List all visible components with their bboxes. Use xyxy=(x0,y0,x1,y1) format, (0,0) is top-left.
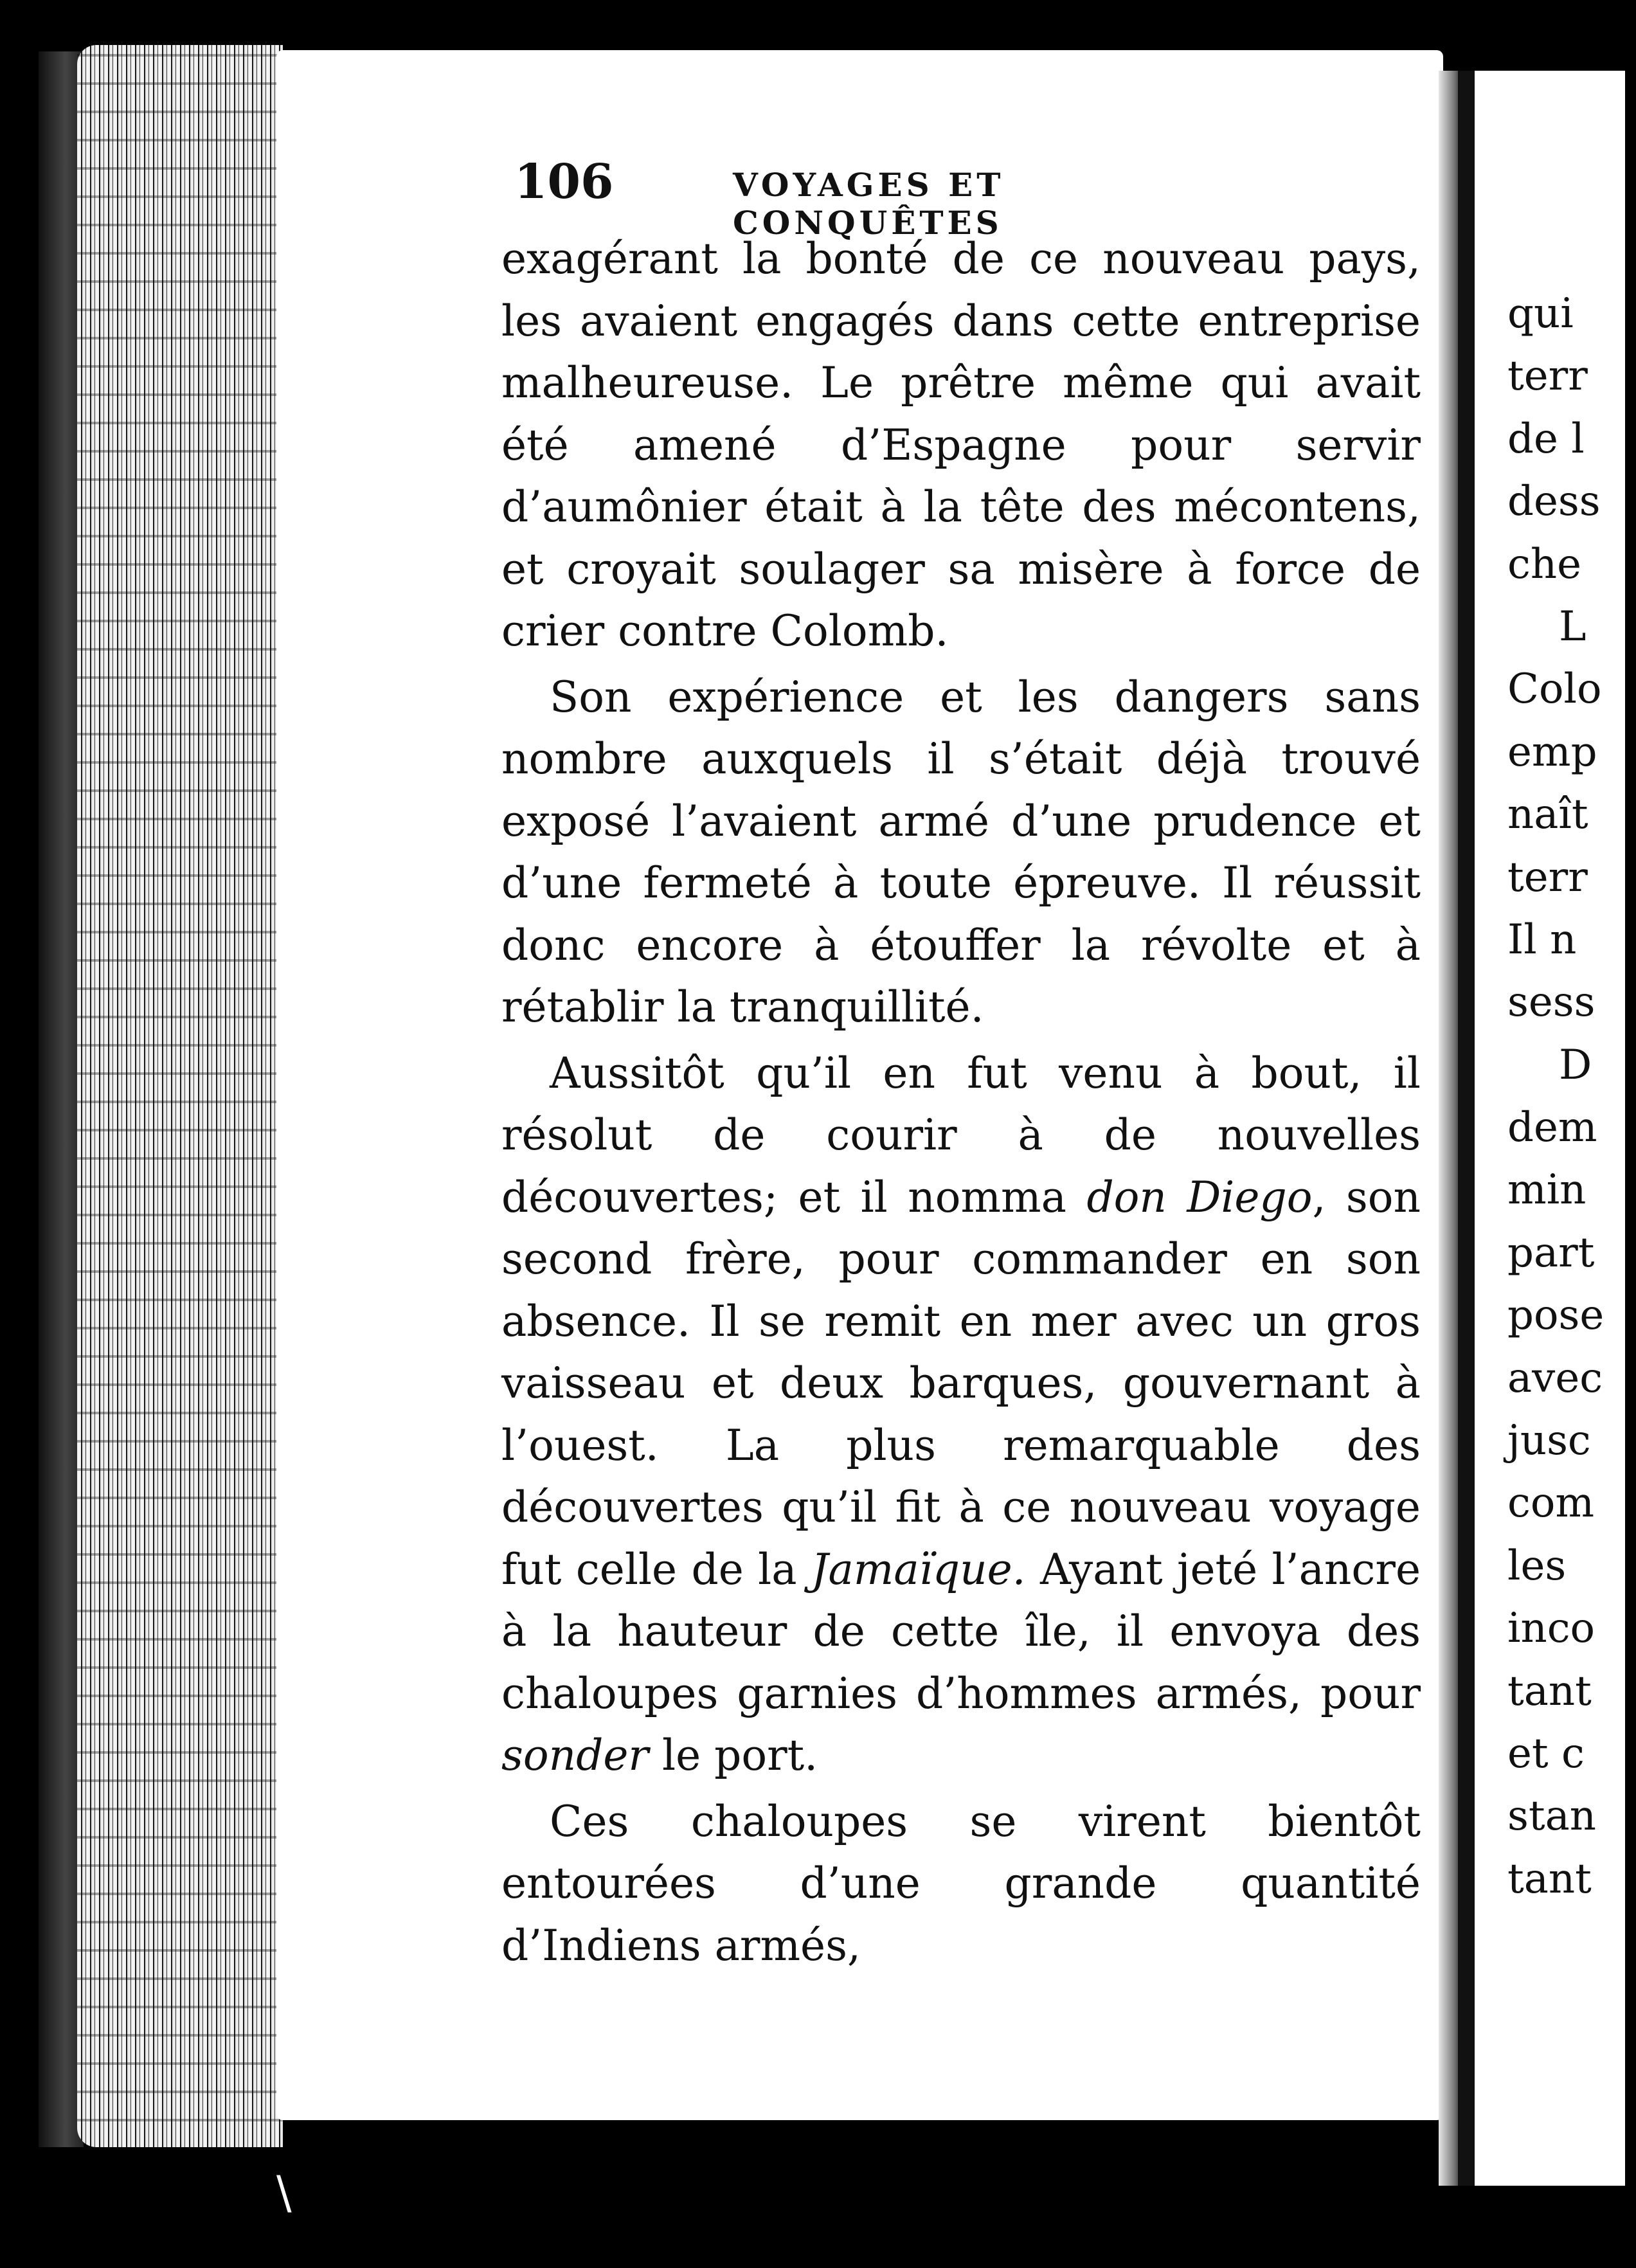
paragraph xyxy=(501,228,1421,663)
text-run: Son expérience et les dangers sans nombre auxquels il s’était déjà trouvé exposé l’avaient armé d’une prudence et d’une fermeté à toute épreuve. Il réussit donc encore à étouffer la révolte et à rétablir la tranquillité. xyxy=(501,672,1421,1032)
next-page-line: naît xyxy=(1507,791,1588,839)
next-page-line: dem xyxy=(1507,1104,1597,1152)
next-page-line: inco xyxy=(1507,1605,1596,1653)
next-page-line: jusc xyxy=(1507,1417,1591,1465)
next-page-line: dess xyxy=(1507,478,1601,526)
text-run: , son second frère, pour commander en son absence. Il se remit en mer avec un gros vaisseau et deux barques, gouvernant à l’ouest. La plus remarquable des découvertes qu’il fit à ce nouveau voyage fut celle de la xyxy=(501,1172,1421,1594)
next-page-line: com xyxy=(1507,1479,1595,1527)
next-page-line: avec xyxy=(1507,1354,1603,1402)
italic-text: don Diego xyxy=(1086,1172,1313,1222)
next-page-line: part xyxy=(1507,1228,1595,1277)
text-run: Ayant jeté l’ancre à la hauteur de cette île, il envoya des chaloupes garnies d’hommes armés, pour xyxy=(501,1544,1421,1718)
next-page-line: de l xyxy=(1507,415,1585,463)
next-page-line: min xyxy=(1507,1166,1587,1214)
paragraph xyxy=(501,667,1421,1039)
next-page-line: terr xyxy=(1507,352,1588,401)
next-page-line: et c xyxy=(1507,1729,1585,1778)
next-page-line: tant xyxy=(1507,1667,1592,1715)
next-page-fragments xyxy=(1507,283,1636,1911)
next-page-line: Il n xyxy=(1507,915,1577,964)
next-page-line: L xyxy=(1559,602,1587,651)
next-page-line: Colo xyxy=(1507,665,1602,714)
text-run: Ces chaloupes se virent bientôt entourées d’une grande quantité d’Indiens armés, xyxy=(501,1796,1421,1970)
text-run: le port. xyxy=(648,1731,818,1780)
next-page-line: qui xyxy=(1507,290,1574,338)
italic-text: Jamaïque. xyxy=(811,1544,1026,1594)
text-run: exagérant la bonté de ce nouveau pays, les avaient engagés dans cette entreprise malheureuse. Le prêtre même qui avait été amené d’Espagne pour servir d’aumônier était à la tête des mécontens, et croyait soulager sa misère à force de crier contre Colomb. xyxy=(501,234,1421,656)
paragraph xyxy=(501,1791,1421,1977)
paragraph xyxy=(501,1043,1421,1787)
text-run: Aussitôt qu’il en fut venu à bout, il résolut de courir à de nouvelles découvertes; et il nomma xyxy=(501,1048,1421,1222)
running-title: VOYAGES ET CONQUÊTES xyxy=(733,166,1005,242)
next-page-line: les xyxy=(1507,1542,1567,1590)
body-text xyxy=(501,228,1421,1981)
next-page-line: terr xyxy=(1507,853,1588,901)
next-page-line: D xyxy=(1559,1041,1592,1089)
next-page-line: pose xyxy=(1507,1292,1605,1340)
next-page-line: tant xyxy=(1507,1855,1592,1903)
italic-text: sonder xyxy=(501,1731,649,1780)
page-edges xyxy=(77,45,283,2147)
page-header xyxy=(514,154,1234,242)
next-page-line: sess xyxy=(1507,978,1596,1027)
next-page-line: emp xyxy=(1507,728,1597,776)
next-page-line: che xyxy=(1507,540,1581,588)
stray-mark: \ xyxy=(276,2166,292,2219)
next-page-line: stan xyxy=(1507,1792,1596,1841)
page-number: 106 xyxy=(514,154,614,210)
